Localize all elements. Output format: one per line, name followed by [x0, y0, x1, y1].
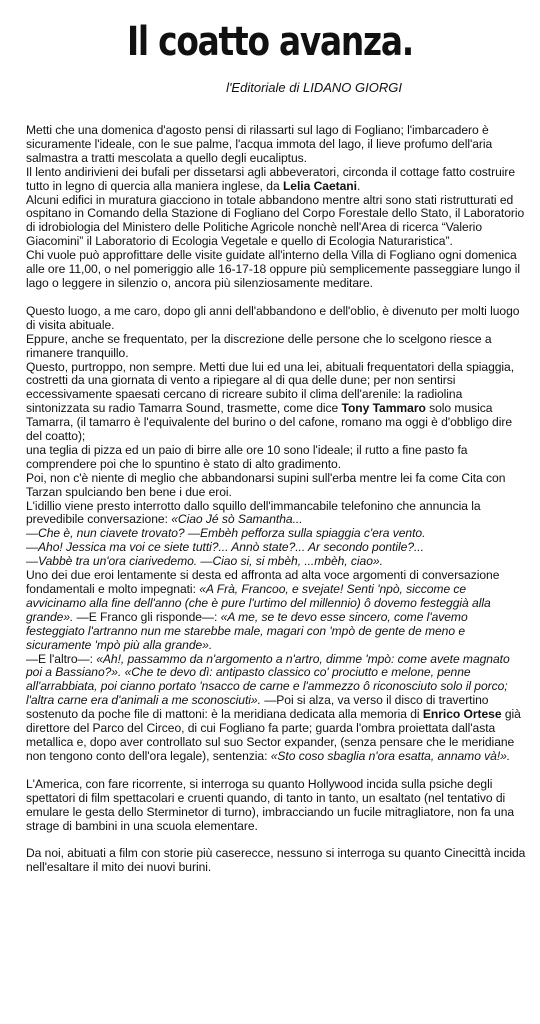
p2-text-k1: —E l'altro—: — [26, 651, 93, 666]
paragraph-4: Da noi, abituati a film con storie più caserecce, nessuno si interroga su quanto Cinecittà incida nell'esaltare il mito dei nuovi burini. — [26, 846, 526, 875]
p2-dialogue-k6: «Sto coso sbaglia n'ora esatta, annamo và!». — [270, 748, 511, 763]
p2-text-e: Poi, non c'è niente di meglio che abbandonarsi supini sull'erba mentre lei fa come Cita con Tarzan spulciando ben bene i due eroi. — [26, 470, 506, 499]
p1-text-c: Alcuni edifici in muratura giacciono in totale abbandono mentre altri sono stati ristrutturati ed ospitano in Comando della Stazione di Fogliano del Corpo Forestale dello Stato, il Laboratorio di idrobiologia del Ministero delle Politiche Agricole nonchè nell'Area di ricerca “Valerio Giacomini” il Laboratorio di Ecologia Vegetale e quello di Ecologia Naturaristica”. — [26, 192, 525, 249]
p2-dialogue-f2: «Ciao Jé sò Samantha... — [171, 512, 303, 527]
p2-dialogue-j2: «A Frà, Francoo, e svejate! Senti 'npò, siccome ce avvicinamo alla fine dell'anno (che è pure l'urtimo del millennio) ô dovemo festeggià alla grande». — [26, 582, 491, 624]
p2-text-c2: solo musica Tamarra, (il tamarro è l'equivalente del burino o del cafone, romano ma oggi è d'obbligo dire del coatto); — [26, 401, 513, 444]
article-title: Il coatto avanza. — [126, 19, 414, 65]
p2-dialogue-h: —Aho! Jessica ma voi ce siete tutti?... Annò state?... Ar secondo pontile?... — [26, 540, 424, 555]
p2-dialogue-j4: «A me, se te devo esse sincero, come l'avemo festeggiato l'artranno nun me starebbe male, magari con 'mpò de gente de meno e sicuramente 'mpò più alla grande». — [26, 609, 468, 652]
p1-text-d: Chi vuole può approfittare delle visite guidate all'interno della Villa di Fogliano ogni domenica alle ore 11,00, o nel pomeriggio alle 16-17-18 oppure più semplicemente passeggiare lungo il lago o leggere in silenzio o, ancora più silenziosamente meditare. — [26, 248, 521, 290]
byline: l'Editoriale di LIDANO GIORGI — [226, 80, 402, 95]
p2-dialogue-k3: «Che te devo dì: antipasto classico co' prociutto e melone, penne all'arrabbiata, poi cianno portato 'nsacco de carne e l'ammezzo ô riconosciuto solo il porco; l'altra carne era d'animali a me sconosciuti». — [26, 665, 508, 708]
p2-dialogue-i: —Vabbè tra un'ora ciarivedemo. —Ciao si, si mbèh, ...mbèh, ciao». — [26, 554, 383, 569]
p2-text-f1: L'idillio viene presto interrotto dallo squillo dell'immancabile telefonino che annuncia la prevedibile conversazione: — [26, 498, 481, 527]
paragraph-1: Metti che una domenica d'agosto pensi di rilassarti sul lago di Fogliano; l'imbarcadero è sicuramente l'ideale, con le sue palme, l'acqua immota del lago, il lieve profumo dell'aria salmastra a tratti mescolata a quello degli eucaliptus. Il lento andirivieni dei bufali per dissetarsi agli abbeveratori, circonda il cottage fatto costruire tutto in legno di quercia alla maniera inglese, da Lelia Caetani. Alcuni edifici in muratura giacciono in totale abbandono mentre altri sono stati ristrutturati ed ospitano in Comando della Stazione di Fogliano del Corpo Forestale dello Stato, il Laboratorio di idrobiologia del Ministero delle Politiche Agricole nonchè nell'Area di ricerca “Valerio Giacomini” il Laboratorio di Ecologia Vegetale e quello di Ecologia Naturaristica”. Chi vuole può approfittare delle visite guidate all'interno della Villa di Fogliano ogni domenica alle ore 11,00, o nel pomeriggio alle 16-17-18 oppure più semplicemente passeggiare lungo il lago o leggere in silenzio o, ancora più silenziosamente meditare. — [26, 123, 525, 290]
p1-text-b: Il lento andirivieni dei bufali per dissetarsi agli abbeveratori, circonda il cottage fatto costruire tutto in legno di quercia alla maniera inglese, da — [26, 164, 516, 193]
article-body — [26, 124, 526, 889]
p2-dialogue-k2: «Ah!, passammo da n'argomento a n'artro, dimme 'mpò: come avete magnato poi a Bassiano?». — [26, 651, 510, 680]
person-name-enrico-ortese: Enrico Ortese — [422, 707, 502, 722]
p2-dialogue-g: —Che è, nun ciavete trovato? —Embèh pefforza sulla spiaggia c'era vento. — [26, 526, 426, 541]
p2-text-k4: —Poi si alza, va verso il disco di travertino sostenuto da poche file di mattoni: è la meridiana dedicata alla memoria di — [26, 693, 489, 722]
p2-text-j3: —E Franco gli risponde—: — [76, 609, 218, 624]
p1-text-a: Metti che una domenica d'agosto pensi di rilassarti sul lago di Fogliano; l'imbarcadero è sicuramente l'ideale, con le sue palme, l'acqua immota del lago, il lieve profumo dell'aria salmastra a tratti mescolata a quello degli eucaliptus. — [26, 123, 493, 165]
p2-text-a: Questo luogo, a me caro, dopo gli anni dell'abbandono e dell'oblio, è divenuto per molti luogo di visita abituale. — [26, 303, 520, 332]
p2-text-b: Eppure, anche se frequentato, per la discrezione delle persone che lo scelgono riesce a rimanere tranquillo. — [26, 331, 492, 360]
p2-text-d: una teglia di pizza ed un paio di birre alle ore 10 sono l'ideale; il rutto a fine pasto fa comprendere poi che lo spuntino è stato di alto gradimento. — [26, 442, 468, 471]
paragraph-3: L'America, con fare ricorrente, si interroga su quanto Hollywood incida sulla psiche degli spettatori di film spettacolari e cruenti quando, di tanto in tanto, un esaltato (nel tentativo di emulare le gesta dello Sterminetor di turno), imbracciando un fucile mitragliatore, non fa una strage di bambini in una scuola elementare. — [26, 776, 515, 833]
person-name-lelia-caetani: Lelia Caetani — [282, 178, 357, 193]
person-name-tony-tammaro: Tony Tammaro — [341, 401, 426, 416]
paragraph-2 — [26, 305, 526, 764]
p2-text-c1: Questo, purtroppo, non sempre. Metti due lui ed una lei, abituali frequentatori della spiaggia, costretti da una giornata di vento a ripiegare al di qua delle dune; per non sentirsi eccessivamente spaesati cercano di ricreare subito il clima dell'arenile: la radiolina sintonizzata su radio Tamarra Sound, trasmette, come dice — [26, 359, 515, 416]
p2-text-k5: già direttore del Parco del Circeo, di cui Fogliano fa parte; guarda l'ombra proiettata dall'asta metallica e, dopo aver controllato sul suo Sector expander, (senza pensare che le meridiane non tengono conto dell'ora legale), sentenzia: — [26, 707, 521, 763]
p2-text-j1: Uno dei due eroi lentamente si desta ed affronta ad alta voce argomenti di conversazione fondamentali e molto impegnati: — [26, 568, 500, 596]
